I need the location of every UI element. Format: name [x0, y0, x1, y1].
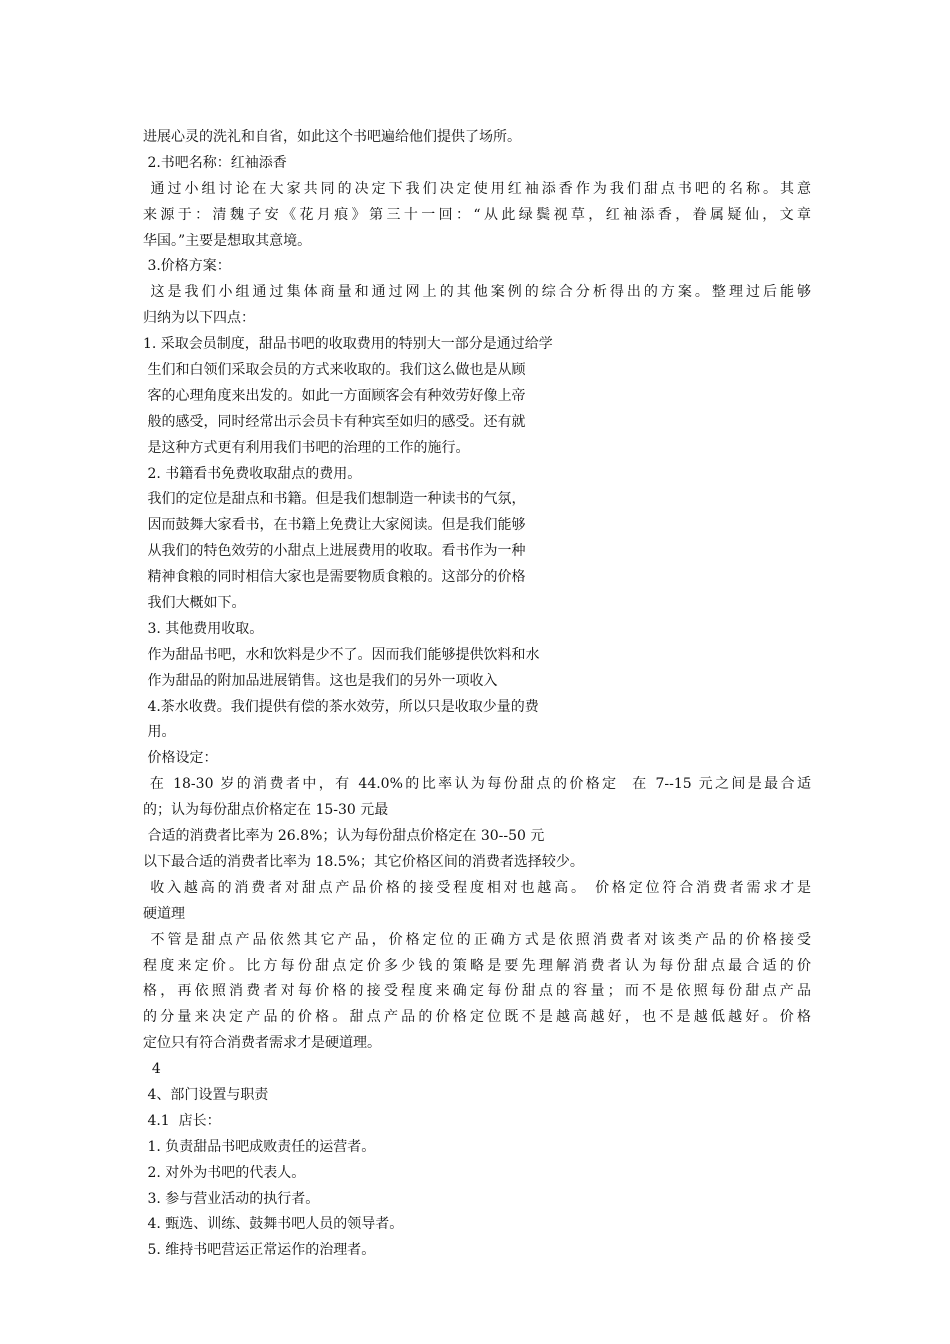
- text-line: 生们和白领们采取会员的方式来收取的。我们这么做也是从顾: [143, 362, 526, 379]
- text-line: 价格设定：: [143, 750, 218, 767]
- text-line: 精神食粮的同时相信大家也是需要物质食粮的。这部分的价格: [143, 569, 526, 586]
- text-line: 2. 书籍看书免费收取甜点的费用。: [143, 465, 362, 482]
- text-line: 我们的定位是甜点和书籍。但是我们想制造一种读书的气氛，: [143, 491, 526, 508]
- text-line: 作为甜品的附加品进展销售。这也是我们的另外一项收入: [143, 672, 498, 689]
- text-line: 2. 对外为书吧的代表人。: [143, 1164, 306, 1181]
- text-line: 是这种方式更有利用我们书吧的治理的工作的施行。: [143, 439, 470, 456]
- text-line: 这是我们小组通过集体商量和通过网上的其他案例的综合分析得出的方案。整理过后能够: [143, 284, 811, 301]
- text-line: 3. 其他费用收取。: [143, 620, 264, 637]
- text-line: 4. 甄选、训练、鼓舞书吧人员的领导者。: [143, 1216, 404, 1233]
- text-line: 客的心理角度来出发的。如此一方面顾客会有种效劳好像上帝: [143, 387, 526, 404]
- text-line: 4、部门设置与职责: [143, 1086, 269, 1103]
- text-line: 的分量来决定产品的价格。甜点产品的价格定位既不是越高越好，也不是越低越好。价格: [143, 1009, 811, 1026]
- text-line: 来源于：清魏子安《花月痕》第三十一回：“从此绿鬓视草，红袖添香，眷属疑仙，文章: [143, 206, 811, 223]
- text-line: 归纳为以下四点：: [143, 310, 255, 327]
- text-line: 通过小组讨论在大家共同的决定下我们决定使用红袖添香作为我们甜点书吧的名称。其意: [143, 180, 811, 197]
- text-line: 3. 参与营业活动的执行者。: [143, 1190, 320, 1207]
- text-line: 硬道理: [143, 905, 185, 922]
- text-line: 1. 采取会员制度，甜品书吧的收取费用的特别大一部分是通过给学: [143, 336, 553, 353]
- text-line: 从我们的特色效劳的小甜点上进展费用的收取。看书作为一种: [143, 543, 526, 560]
- text-line: 收入越高的消费者对甜点产品价格的接受程度相对也越高。 价格定位符合消费者需求才是: [143, 879, 811, 896]
- text-line: 在 18-30 岁的消费者中，有 44.0%的比率认为每份甜点的价格定 在 7--15 元之间是最合适: [143, 776, 811, 793]
- text-line: 华国。”主要是想取其意境。: [143, 232, 312, 249]
- document-page: [143, 125, 811, 1264]
- text-line: 作为甜品书吧，水和饮料是少不了。因而我们能够提供饮料和水: [143, 646, 540, 663]
- text-line: 以下最合适的消费者比率为 18.5%；其它价格区间的消费者选择较少。: [143, 853, 584, 870]
- text-line: 合适的消费者比率为 26.8%；认为每份甜点价格定在 30--50 元: [143, 828, 545, 845]
- text-line: 1. 负责甜品书吧成败责任的运营者。: [143, 1138, 376, 1155]
- text-line: 般的感受，同时经常出示会员卡有种宾至如归的感受。还有就: [143, 413, 526, 430]
- text-line: 4: [143, 1061, 161, 1078]
- text-line: 4.1 店长：: [143, 1112, 221, 1129]
- text-line: 不管是甜点产品依然其它产品，价格定位的正确方式是依照消费者对该类产品的价格接受: [143, 931, 811, 948]
- text-line: 格，再依照消费者对每价格的接受程度来确定每份甜点的容量；而不是依照每份甜点产品: [143, 983, 811, 1000]
- text-line: 我们大概如下。: [143, 595, 246, 612]
- text-line: 3.价格方案：: [143, 258, 231, 275]
- text-line: 2.书吧名称：红袖添香: [143, 154, 287, 171]
- text-line: 5. 维持书吧营运正常运作的治理者。: [143, 1242, 376, 1259]
- text-line: 4.茶水收费。我们提供有偿的茶水效劳，所以只是收取少量的费: [143, 698, 539, 715]
- text-line: 进展心灵的洗礼和自省，如此这个书吧遍给他们提供了场所。: [143, 129, 521, 145]
- text-line: 定位只有符合消费者需求才是硬道理。: [143, 1035, 381, 1052]
- text-line: 的；认为每份甜点价格定在 15-30 元最: [143, 802, 389, 819]
- text-line: 程度来定价。比方每份甜点定价多少钱的策略是要先理解消费者认为每份甜点最合适的价: [143, 957, 811, 974]
- text-line: 用。: [143, 724, 176, 741]
- text-line: 因而鼓舞大家看书，在书籍上免费让大家阅读。但是我们能够: [143, 517, 526, 534]
